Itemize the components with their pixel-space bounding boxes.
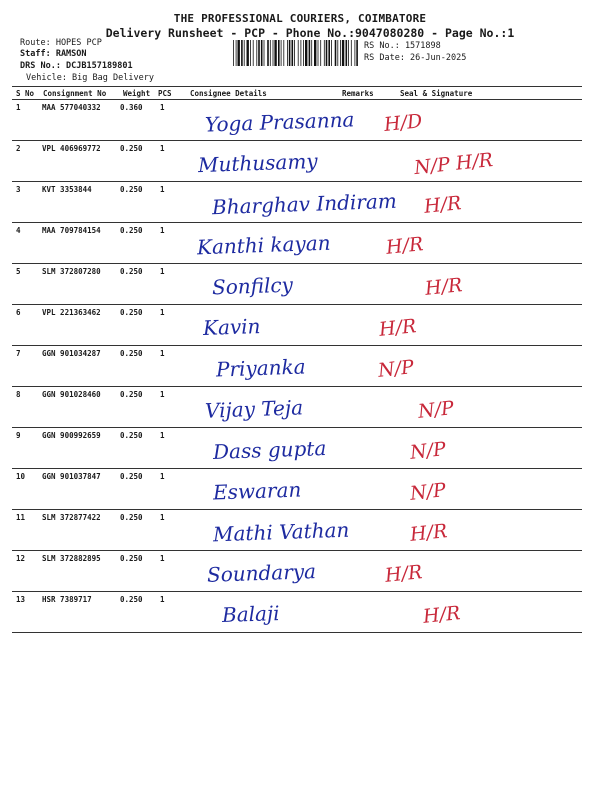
consignee-signature: Balaji (221, 601, 280, 627)
row-sno: 3 (16, 185, 21, 194)
row-consignment: VPL 406969772 (42, 144, 101, 153)
consignee-signature: Soundarya (206, 559, 317, 587)
seal-mark: H/R (408, 520, 449, 546)
barcode (233, 40, 358, 66)
row-weight: 0.250 (120, 226, 143, 235)
row-consignment: KVT 3353844 (42, 185, 92, 194)
consignee-signature: Sonfilcy (211, 272, 294, 300)
seal-mark: N/P (408, 479, 447, 505)
row-pcs: 1 (160, 472, 165, 481)
vehicle-label: Vehicle: Big Bag Delivery (26, 73, 154, 83)
consignee-signature: Dass gupta (212, 436, 327, 464)
row-consignment: GGN 901037847 (42, 472, 101, 481)
col-consignee: Consignee Details (190, 89, 267, 98)
row-sno: 8 (16, 390, 21, 399)
row-sno: 12 (16, 554, 26, 563)
table-row (0, 100, 600, 141)
row-pcs: 1 (160, 185, 165, 194)
route-label: Route: HOPES PCP (20, 38, 102, 48)
row-sno: 9 (16, 431, 21, 440)
row-consignment: GGN 901034287 (42, 349, 101, 358)
company-title: THE PROFESSIONAL COURIERS, COIMBATORE (173, 12, 427, 25)
row-sno: 1 (16, 103, 21, 112)
row-sno: 4 (16, 226, 21, 235)
col-weight: Weight (123, 89, 151, 98)
runsheet-title: Delivery Runsheet - PCP - Phone No.:9047080280 - Page No.:1 (105, 26, 515, 40)
consignee-signature: Vijay Teja (204, 395, 304, 423)
seal-mark: H/R (421, 602, 462, 628)
consignee-signature: Eswaran (212, 477, 302, 505)
table-row (0, 346, 600, 387)
consignee-signature: Muthusamy (197, 148, 318, 178)
row-weight: 0.250 (120, 595, 143, 604)
consignee-signature: Priyanka (215, 354, 306, 382)
table-row (0, 264, 600, 305)
row-sno: 7 (16, 349, 21, 358)
seal-mark: N/P (376, 356, 415, 382)
row-weight: 0.250 (120, 431, 143, 440)
row-pcs: 1 (160, 349, 165, 358)
col-sno: S No (16, 89, 35, 98)
row-weight: 0.360 (120, 103, 143, 112)
row-consignment: GGN 900992659 (42, 431, 101, 440)
col-seal: Seal & Signature (400, 89, 473, 98)
row-pcs: 1 (160, 308, 165, 317)
seal-mark: N/P (416, 397, 455, 423)
table-top-rule (12, 86, 582, 87)
row-pcs: 1 (160, 144, 165, 153)
row-consignment: MAA 709784154 (42, 226, 101, 235)
row-sno: 13 (16, 595, 26, 604)
row-pcs: 1 (160, 226, 165, 235)
row-weight: 0.250 (120, 308, 143, 317)
row-consignment: GGN 901028460 (42, 390, 101, 399)
seal-mark: H/D (382, 110, 424, 136)
row-weight: 0.250 (120, 349, 143, 358)
seal-mark: N/P (408, 438, 447, 464)
seal-mark: H/R (422, 192, 463, 218)
row-pcs: 1 (160, 103, 165, 112)
table-row (0, 387, 600, 428)
seal-mark: H/R (384, 233, 425, 259)
consignee-signature: Yoga Prasanna (204, 107, 355, 137)
table-row (0, 428, 600, 469)
col-consignment: Consignment No (43, 89, 107, 98)
row-sno: 6 (16, 308, 21, 317)
col-remarks: Remarks (342, 89, 374, 98)
consignee-signature: Mathi Vathan (212, 517, 350, 547)
row-consignment: VPL 221363462 (42, 308, 101, 317)
row-weight: 0.250 (120, 185, 143, 194)
row-pcs: 1 (160, 390, 165, 399)
table-row (0, 469, 600, 510)
consignee-signature: Bharghav Indiram (211, 188, 398, 220)
seal-mark: H/R (377, 315, 418, 341)
row-consignment: HSR 7389717 (42, 595, 92, 604)
table-row (0, 592, 600, 633)
row-consignment: MAA 577040332 (42, 103, 101, 112)
row-sno: 5 (16, 267, 21, 276)
rs-number: RS No.: 1571898 (364, 41, 441, 51)
row-weight: 0.250 (120, 554, 143, 563)
seal-mark: N/P H/R (413, 148, 495, 180)
seal-mark: H/R (423, 274, 464, 300)
row-pcs: 1 (160, 431, 165, 440)
row-weight: 0.250 (120, 472, 143, 481)
row-pcs: 1 (160, 267, 165, 276)
table-row (0, 305, 600, 346)
table-row (0, 510, 600, 551)
row-pcs: 1 (160, 595, 165, 604)
row-pcs: 1 (160, 513, 165, 522)
col-pcs: PCS (158, 89, 172, 98)
row-consignment: SLM 372882895 (42, 554, 101, 563)
row-weight: 0.250 (120, 513, 143, 522)
row-weight: 0.250 (120, 144, 143, 153)
row-sno: 2 (16, 144, 21, 153)
table-row (0, 141, 600, 182)
rs-date: RS Date: 26-Jun-2025 (364, 53, 467, 63)
table-row (0, 182, 600, 223)
consignee-signature: Kavin (202, 314, 261, 340)
consignee-signature: Kanthi kayan (196, 230, 331, 260)
row-consignment: SLM 372877422 (42, 513, 101, 522)
row-consignment: SLM 372807280 (42, 267, 101, 276)
row-rule (12, 632, 582, 633)
row-sno: 10 (16, 472, 26, 481)
table-row (0, 551, 600, 592)
row-weight: 0.250 (120, 390, 143, 399)
drs-number: DRS No.: DCJB157189801 (20, 61, 133, 71)
seal-mark: H/R (383, 561, 424, 587)
table-row (0, 223, 600, 264)
row-weight: 0.250 (120, 267, 143, 276)
row-sno: 11 (16, 513, 26, 522)
row-pcs: 1 (160, 554, 165, 563)
staff-label: Staff: RAMSON (20, 49, 87, 59)
